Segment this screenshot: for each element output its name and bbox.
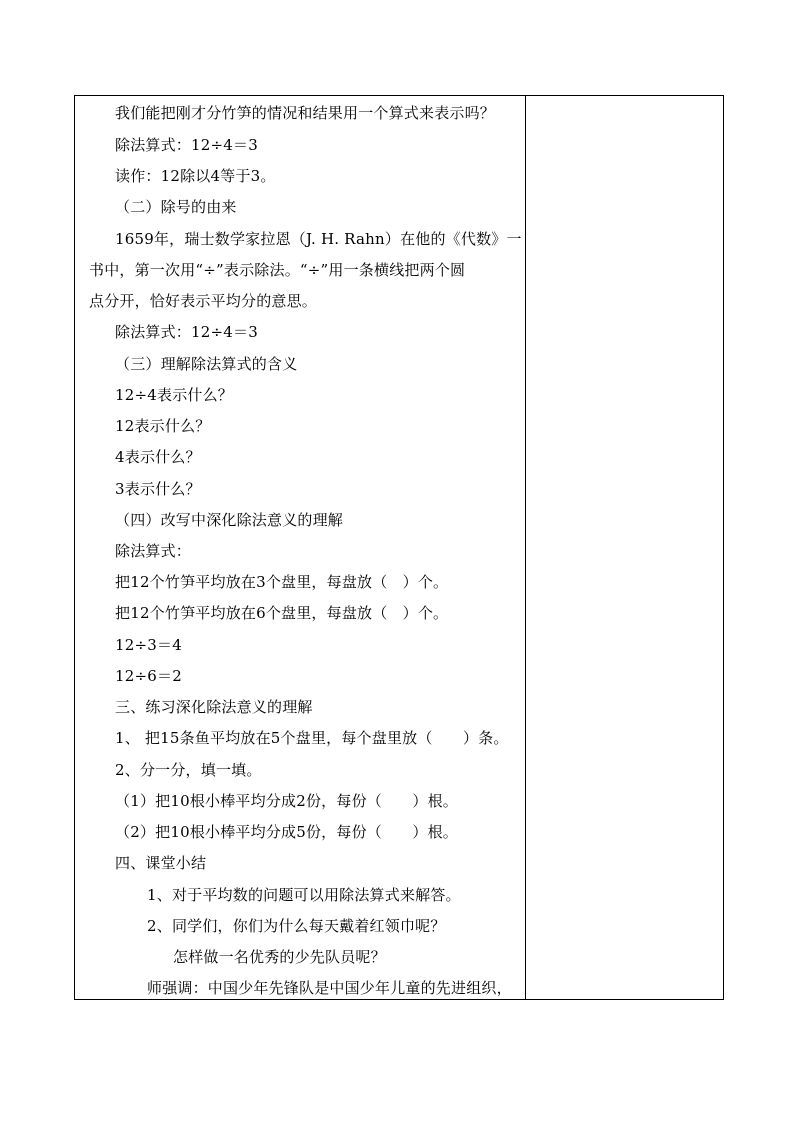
text-line: 我们能把刚才分竹笋的情况和结果用一个算式来表示吗？: [115, 104, 496, 122]
text-line: （1）把10根小棒平均分成2份，每份（ ）根。: [115, 792, 458, 810]
text-line: 书中，第一次用“÷”表示除法。“÷”用一条横线把两个圆: [89, 261, 466, 279]
text-line: 1、对于平均数的问题可以用除法算式来解答。: [147, 886, 461, 904]
section-heading: 三、练习深化除法意义的理解: [115, 698, 313, 716]
text-line: 12÷3＝4: [115, 636, 182, 654]
text-line: 师强调：中国少年先锋队是中国少年儿童的先进组织，: [147, 979, 512, 997]
text-line: 1659年，瑞士数学家拉恩（J. H. Rahn）在他的《代数》一: [115, 230, 522, 248]
text-line: 3表示什么？: [115, 480, 201, 498]
text-line: 1、 把15条鱼平均放在5个盘里，每个盘里放（ ）条。: [115, 729, 509, 747]
text-line: 把12个竹笋平均放在6个盘里，每盘放（ ）个。: [115, 604, 449, 622]
text-line: 4表示什么？: [115, 448, 201, 466]
text-line: （2）把10根小棒平均分成5份，每份（ ）根。: [115, 823, 458, 841]
section-heading: （三）理解除法算式的含义: [115, 355, 298, 373]
text-line: 除法算式：12÷4＝3: [115, 323, 258, 341]
text-line: 怎样做一名优秀的少先队员呢？: [173, 948, 386, 966]
section-heading: 四、课堂小结: [115, 854, 207, 872]
column-divider: [525, 96, 526, 999]
text-line: 读作：12除以4等于3。: [115, 167, 276, 185]
text-line: 点分开，恰好表示平均分的意思。: [89, 292, 318, 310]
lesson-table: [74, 95, 724, 1000]
text-line: 2、分一分，填一填。: [115, 761, 262, 779]
text-line: 把12个竹笋平均放在3个盘里，每盘放（ ）个。: [115, 573, 449, 591]
text-line: 除法算式：: [115, 542, 192, 560]
text-line: 2、同学们，你们为什么每天戴着红领巾呢？: [147, 917, 446, 935]
section-heading: （二）除号的由来: [115, 198, 237, 216]
text-line: 除法算式：12÷4＝3: [115, 136, 258, 154]
section-heading: （四）改写中深化除法意义的理解: [115, 511, 344, 529]
text-line: 12÷4表示什么？: [115, 386, 233, 404]
text-line: 12表示什么？: [115, 417, 211, 435]
text-line: 12÷6＝2: [115, 667, 182, 685]
lesson-content-cell: [75, 96, 525, 999]
